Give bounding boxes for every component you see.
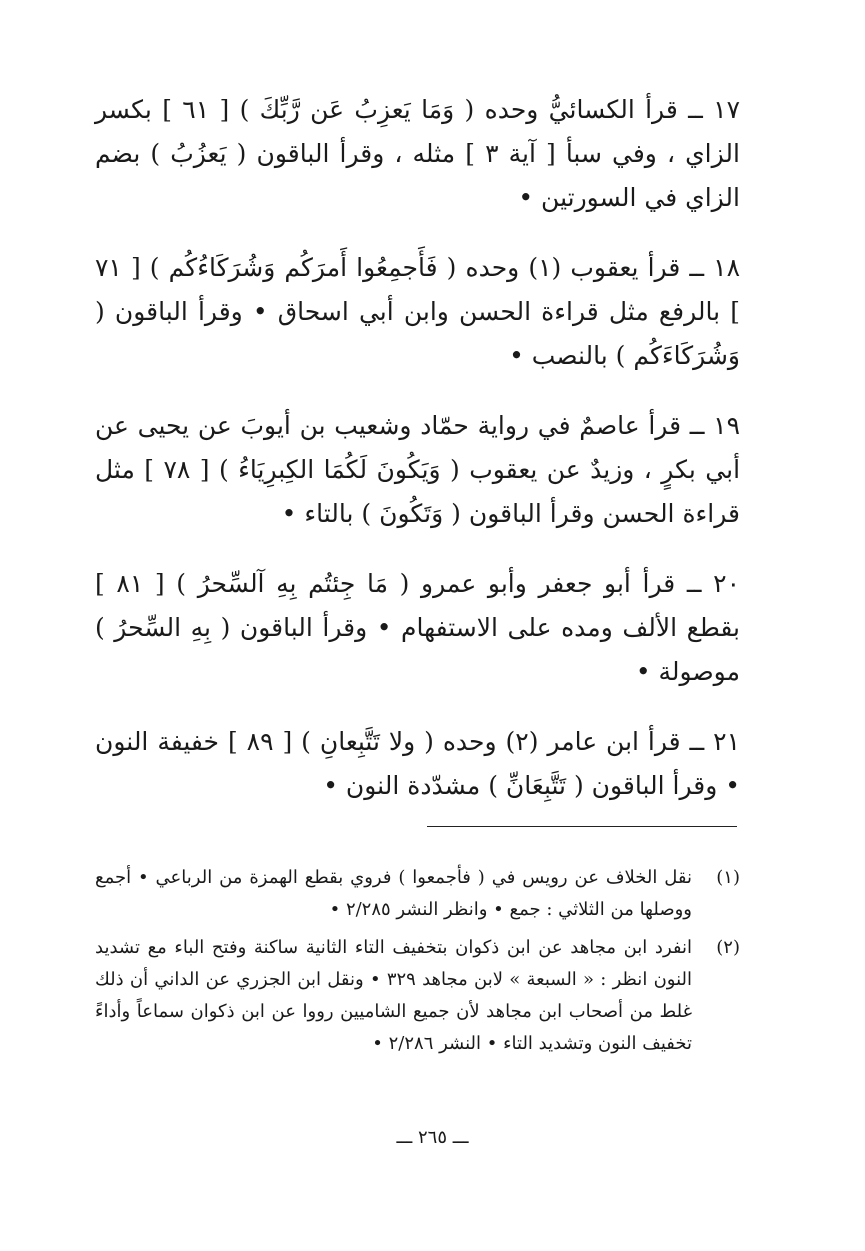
reading-entry-21: ٢١ ــ قرأ ابن عامر (٢) وحده ( ولا تَتَّبِعانِ ) [ ٨٩ ] خفيفة النون • وقرأ الباقون ( تَتَّبِعَانِّ ) مشدّدة النون • bbox=[95, 727, 741, 800]
footnote-divider bbox=[427, 826, 737, 827]
page-number: ـــ ٢٦٥ ـــ bbox=[396, 1127, 469, 1148]
reading-entry-17: ١٧ ــ قرأ الكسائيُّ وحده ( وَمَا يَعزِبُ عَن رَّبِّكَ ) [ ٦١ ] بكسر الزاي ، وفي سبأ [ آية ٣ ] مثله ، وقرأ الباقون ( يَعزُبُ ) بضم الزاي في السورتين • bbox=[95, 95, 740, 212]
reading-entry-18: ١٨ ــ قرأ يعقوب (١) وحده ( فَأَجمِعُوا أَمرَكُم وَشُرَكَاءُكُم ) [ ٧١ ] بالرفع مثل قراءة الحسن وابن أبي اسحاق • وقرأ الباقون ( وَشُرَكَاءَكُم ) بالنصب • bbox=[95, 253, 741, 370]
footnote-number: (٢) bbox=[716, 937, 740, 958]
footnote-text: نقل الخلاف عن رويس في ( فأجمعوا ) فروي بقطع الهمزة من الرباعي • أجمع ووصلها من الثلاثي : جمع • وانظر النشر ٢/٢٨٥ • bbox=[95, 867, 692, 920]
main-text bbox=[95, 88, 740, 808]
reading-entry-20: ٢٠ ــ قرأ أبو جعفر وأبو عمرو ( مَا جِئتُم بِهِ آلسِّحرُ ) [ ٨١ ] بقطع الألف ومده على الاستفهام • وقرأ الباقون ( بِهِ السِّحرُ ) موصولة • bbox=[95, 569, 740, 686]
footnote-text: انفرد ابن مجاهد عن ابن ذكوان بتخفيف التاء الثانية ساكنة وفتح الباء مع تشديد النون انظر : « السبعة » لابن مجاهد ٣٢٩ • ونقل ابن الجزري عن الداني أن ذلك غلط من أصحاب ابن مجاهد لأن جميع الشاميين رووا عن ابن ذكوان سماعاً وأداءً تخفيف النون وتشديد التاء • النشر ٢/٢٨٦ • bbox=[95, 937, 693, 1054]
footnotes bbox=[95, 862, 740, 1066]
reading-entry-19: ١٩ ــ قرأ عاصمٌ في رواية حمّاد وشعيب بن أيوبَ عن يحيى عن أبي بكرٍ ، وزيدٌ عن يعقوب ( وَيَكُونَ لَكُمَا الكِبرِيَاءُ ) [ ٧٨ ] مثل قراءة الحسن وقرأ الباقون ( وَتَكُونَ ) بالتاء • bbox=[95, 411, 741, 528]
footnote-number: (١) bbox=[716, 867, 740, 888]
footnote-1 bbox=[95, 862, 740, 926]
footnote-2 bbox=[95, 932, 740, 1060]
